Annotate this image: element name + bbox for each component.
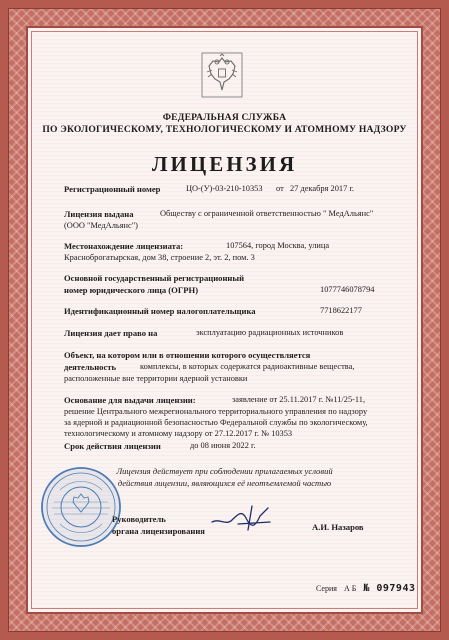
right-label: Лицензия дает право на (64, 328, 158, 338)
object-label: деятельность (64, 362, 117, 372)
conditions-line2: действия лицензии, являющихся её неотъемлемой частью (117, 478, 332, 488)
agency-name-line2: ПО ЭКОЛОГИЧЕСКОМУ, ТЕХНОЛОГИЧЕСКОМУ И АТОМНОМУ НАДЗОРУ (42, 124, 407, 135)
location-line1: 107564, город Москва, улица (226, 241, 330, 250)
object-value: комплексы, в которых содержатся радиоактивные вещества, (140, 362, 355, 371)
inn-value: 7718622177 (320, 306, 362, 315)
registration-label: Регистрационный номер (64, 184, 161, 194)
validity-label: Срок действия лицензии (64, 441, 161, 451)
validity-value: до 08 июня 2022 г. (190, 441, 256, 450)
inn-label: Идентификационный номер налогоплательщика (64, 306, 256, 316)
signatory-role-line2: органа лицензирования (112, 526, 205, 536)
issued-to-name: Обществу с ограниченной ответственностью " МедАльянс" (160, 209, 374, 218)
basis-line4: технологическому и атомному надзору от 27.12.2017 г. № 10353 (64, 429, 293, 438)
signatory-name: А.И. Назаров (312, 522, 364, 532)
registration-date: 27 декабря 2017 г. (290, 184, 354, 193)
ogrn-value: 1077746078794 (320, 285, 375, 294)
right-value: эксплуатацию радиационных источников (196, 328, 344, 337)
official-seal-stamp (40, 466, 122, 548)
ogrn-label-line1: Основной государственный регистрационный (64, 273, 245, 283)
registration-from: от (276, 184, 284, 193)
form-series (316, 578, 416, 592)
basis-label: Основание для выдачи лицензии: (64, 395, 196, 405)
issued-to-short-name: (ООО "МедАльянс") (64, 221, 138, 230)
series-number: № 097943 (363, 583, 416, 594)
series-label: Серия (316, 584, 337, 593)
conditions-line1: Лицензия действует при соблюдении прилагаемых условий (116, 466, 333, 476)
basis-line2: решение Центрального межрегионального территориального управления по надзору (64, 407, 368, 416)
issued-to-label: Лицензия выдана (64, 209, 134, 219)
agency-name-line1: ФЕДЕРАЛЬНАЯ СЛУЖБА (162, 112, 287, 123)
registration-number: ЦО-(У)-03-210-10353 (186, 184, 263, 193)
basis-line3: за ядерной и радиационной безопасностью Федеральной службы по экологическому, (64, 418, 368, 427)
location-line2: Красноброгатырская, дом 38, строение 2, эт. 2, пом. 3 (64, 253, 255, 262)
handwritten-signature (208, 500, 278, 536)
object-line1: Объект, на котором или в отношении которого осуществляется (64, 350, 311, 360)
location-label: Местонахождение лицензиата: (64, 241, 184, 251)
series-letters: А Б (343, 584, 357, 593)
document-title: ЛИЦЕНЗИЯ (151, 152, 298, 176)
ogrn-label-line2: номер юридического лица (ОГРН) (64, 285, 199, 295)
basis-application: заявление от 25.11.2017 г. №11/25-11, (232, 395, 366, 404)
coat-of-arms-icon (201, 52, 243, 98)
signatory-role-line1: Руководитель (112, 514, 166, 524)
object-line3: расположенные вне территории ядерной установки (64, 374, 248, 383)
